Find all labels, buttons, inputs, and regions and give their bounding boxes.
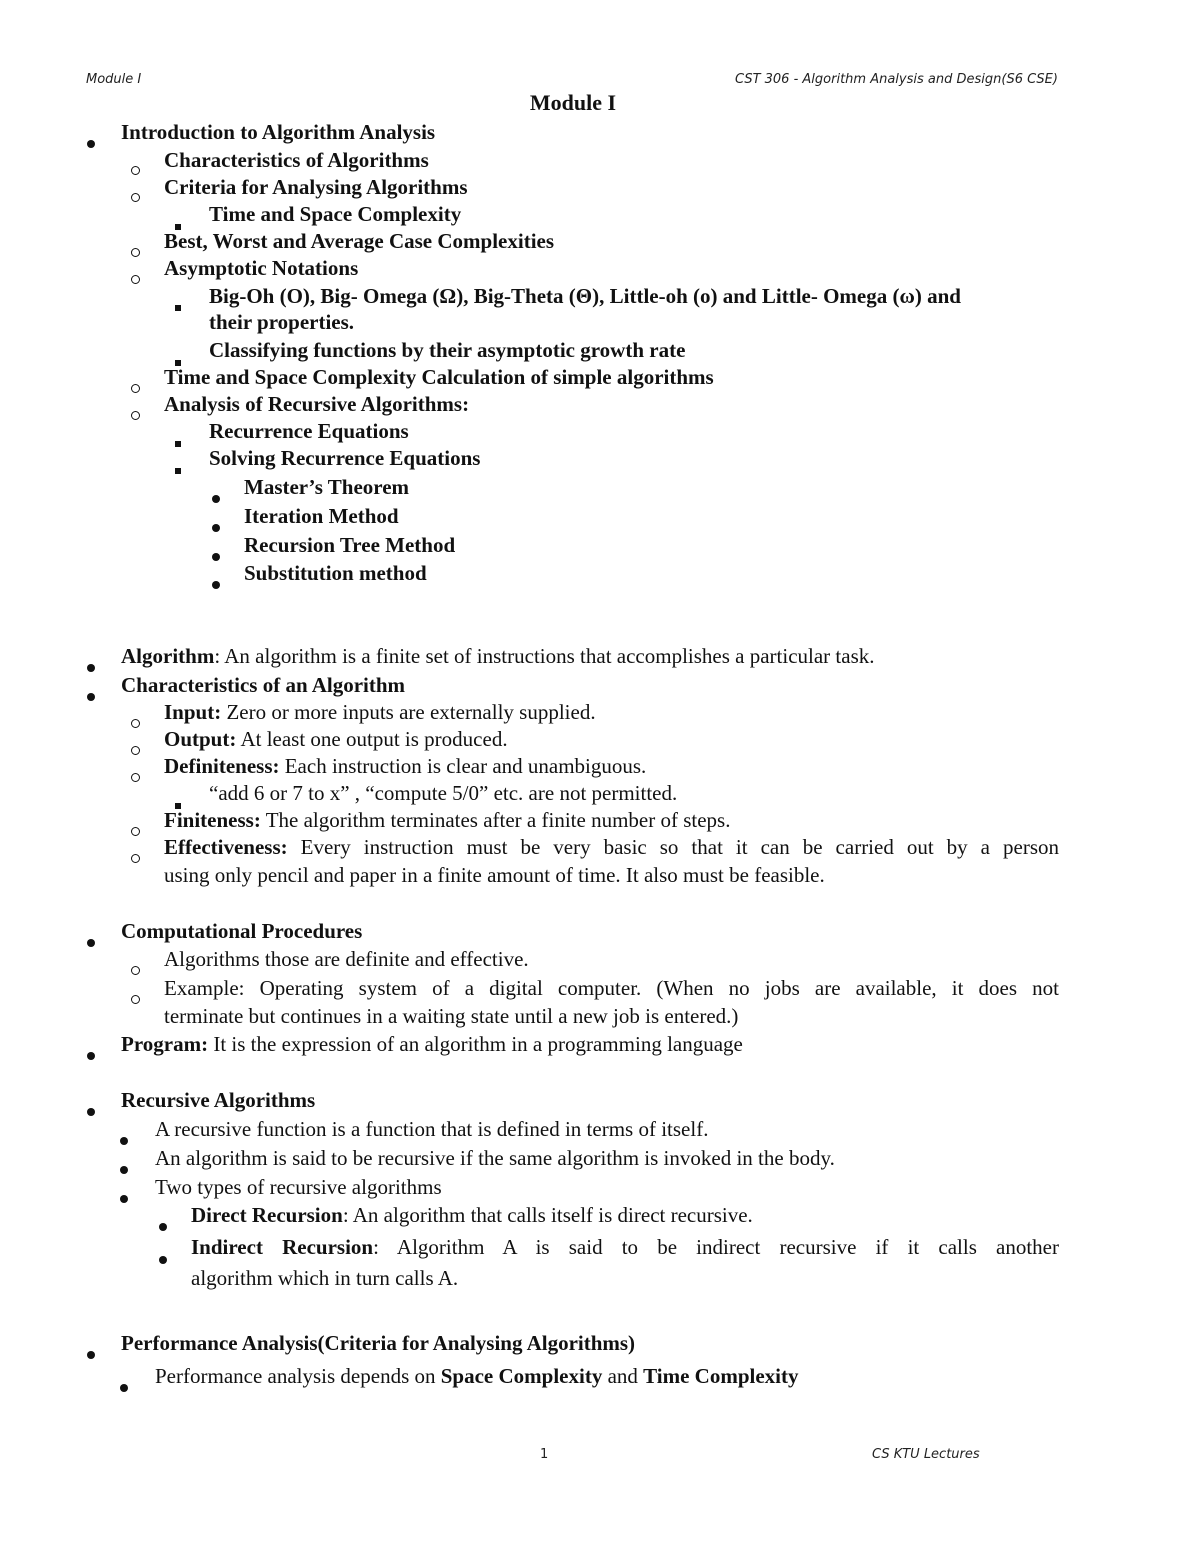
recursive-indirect-term: Indirect Recursion [191, 1235, 374, 1259]
char-output-text: At least one output is produced. [236, 727, 508, 751]
recursive-indirect-text: : Algorithm A is said to be indirect recursive if it calls another [373, 1235, 1059, 1259]
performance-time: Time Complexity [643, 1364, 799, 1388]
bullet-circle [131, 995, 140, 1004]
outline-criteria: Criteria for Analysing Algorithms [164, 175, 468, 199]
bullet-dot [120, 1137, 128, 1145]
bullet-square [175, 468, 181, 474]
char-output [164, 726, 508, 752]
outline-solving: Solving Recurrence Equations [209, 446, 481, 470]
char-definiteness-example: “add 6 or 7 to x” , “compute 5/0” etc. are not permitted. [209, 781, 678, 805]
bullet-dot [212, 495, 220, 503]
outline-asymptotic: Asymptotic Notations [164, 256, 359, 280]
characteristics-heading: Characteristics of an Algorithm [121, 673, 406, 697]
bullet-dot [120, 1166, 128, 1174]
performance-heading: Performance Analysis(Criteria for Analysing Algorithms) [121, 1331, 636, 1355]
footer-page-number: 1 [540, 1447, 549, 1462]
bullet-dot [159, 1256, 167, 1264]
recursive-direct [191, 1202, 753, 1228]
computational-heading: Computational Procedures [121, 919, 363, 943]
bullet-dot [87, 939, 95, 947]
bullet-dot [212, 524, 220, 532]
char-effectiveness-text2: using only pencil and paper in a finite amount of time. It also must be feasible. [164, 863, 825, 887]
outline-recursive-analysis: Analysis of Recursive Algorithms: [164, 392, 470, 416]
performance-space: Space Complexity [440, 1364, 603, 1388]
outline-tree: Recursion Tree Method [244, 533, 456, 557]
outline-substitution: Substitution method [244, 561, 427, 585]
char-effectiveness-text: Every instruction must be very basic so that it can be carried out by a person [287, 835, 1059, 859]
char-input-text: Zero or more inputs are externally supplied. [221, 700, 596, 724]
outline-characteristics: Characteristics of Algorithms [164, 148, 429, 172]
recursive-item1: A recursive function is a function that is defined in terms of itself. [155, 1117, 709, 1141]
bullet-square [175, 441, 181, 447]
outline-intro: Introduction to Algorithm Analysis [121, 120, 436, 144]
bullet-dot [87, 693, 95, 701]
bullet-dot [87, 1351, 95, 1359]
outline-recurrence: Recurrence Equations [209, 419, 409, 443]
char-input [164, 699, 596, 725]
outline-notations-line1: Big-Oh (O), Big- Omega (Ω), Big-Theta (Θ), Little-oh (o) and Little- Omega (ω) and [209, 284, 961, 308]
outline-calc: Time and Space Complexity Calculation of simple algorithms [164, 365, 714, 389]
performance-text [155, 1363, 799, 1389]
computational-item1: Algorithms those are definite and effective. [164, 947, 529, 971]
bullet-dot [87, 1052, 95, 1060]
bullet-square [175, 305, 181, 311]
bullet-dot [87, 140, 95, 148]
footer-right: CS KTU Lectures [872, 1447, 980, 1462]
char-finiteness [164, 807, 730, 833]
char-finiteness-text: The algorithm terminates after a finite number of steps. [260, 808, 731, 832]
recursive-indirect-text2: algorithm which in turn calls A. [191, 1266, 459, 1290]
outline-masters: Master’s Theorem [244, 475, 410, 499]
bullet-circle [131, 411, 140, 420]
char-output-term: Output: [164, 727, 237, 751]
algorithm-definition [121, 643, 875, 669]
bullet-circle [131, 719, 140, 728]
char-definiteness-text: Each instruction is clear and unambiguous. [279, 754, 647, 778]
program-definition [121, 1031, 743, 1057]
program-text: It is the expression of an algorithm in a programming language [208, 1032, 743, 1056]
char-input-term: Input: [164, 700, 222, 724]
bullet-dot [120, 1384, 128, 1392]
algorithm-text: : An algorithm is a finite set of instructions that accomplishes a particular task. [214, 644, 875, 668]
performance-and: and [602, 1364, 644, 1388]
bullet-circle [131, 746, 140, 755]
char-definiteness [164, 753, 646, 779]
computational-item2-line1: Example: Operating system of a digital computer. (When no jobs are available, it does not [164, 976, 1059, 1000]
bullet-dot [159, 1223, 167, 1231]
recursive-direct-term: Direct Recursion [191, 1203, 343, 1227]
bullet-circle [131, 193, 140, 202]
bullet-dot [87, 1108, 95, 1116]
outline-time-space: Time and Space Complexity [209, 202, 462, 226]
header-right: CST 306 - Algorithm Analysis and Design(S6 CSE) [735, 72, 1058, 87]
recursive-direct-text: : An algorithm that calls itself is direct recursive. [342, 1203, 753, 1227]
char-definiteness-term: Definiteness: [164, 754, 280, 778]
bullet-circle [131, 248, 140, 257]
algorithm-term: Algorithm [121, 644, 215, 668]
computational-item2-line2: terminate but continues in a waiting state until a new job is entered.) [164, 1004, 739, 1028]
bullet-circle [131, 384, 140, 393]
outline-iteration: Iteration Method [244, 504, 399, 528]
performance-text-pre: Performance analysis depends on [155, 1364, 441, 1388]
recursive-item2: An algorithm is said to be recursive if the same algorithm is invoked in the body. [155, 1146, 835, 1170]
char-effectiveness [164, 833, 1059, 861]
recursive-item3: Two types of recursive algorithms [155, 1175, 442, 1199]
header-left: Module I [86, 72, 142, 87]
outline-cases: Best, Worst and Average Case Complexities [164, 229, 555, 253]
bullet-dot [212, 581, 220, 589]
outline-classifying: Classifying functions by their asymptotic growth rate [209, 338, 686, 362]
char-effectiveness-term: Effectiveness: [164, 835, 288, 859]
bullet-circle [131, 166, 140, 175]
recursive-indirect [191, 1233, 1059, 1261]
bullet-dot [212, 553, 220, 561]
bullet-dot [120, 1195, 128, 1203]
char-finiteness-term: Finiteness: [164, 808, 261, 832]
bullet-circle [131, 773, 140, 782]
bullet-circle [131, 966, 140, 975]
bullet-circle [131, 275, 140, 284]
outline-notations-line2: their properties. [209, 310, 355, 334]
bullet-circle [131, 827, 140, 836]
bullet-circle [131, 854, 140, 863]
program-term: Program: [121, 1032, 209, 1056]
page-title: Module I [529, 90, 617, 115]
bullet-dot [87, 664, 95, 672]
recursive-heading: Recursive Algorithms [121, 1088, 316, 1112]
